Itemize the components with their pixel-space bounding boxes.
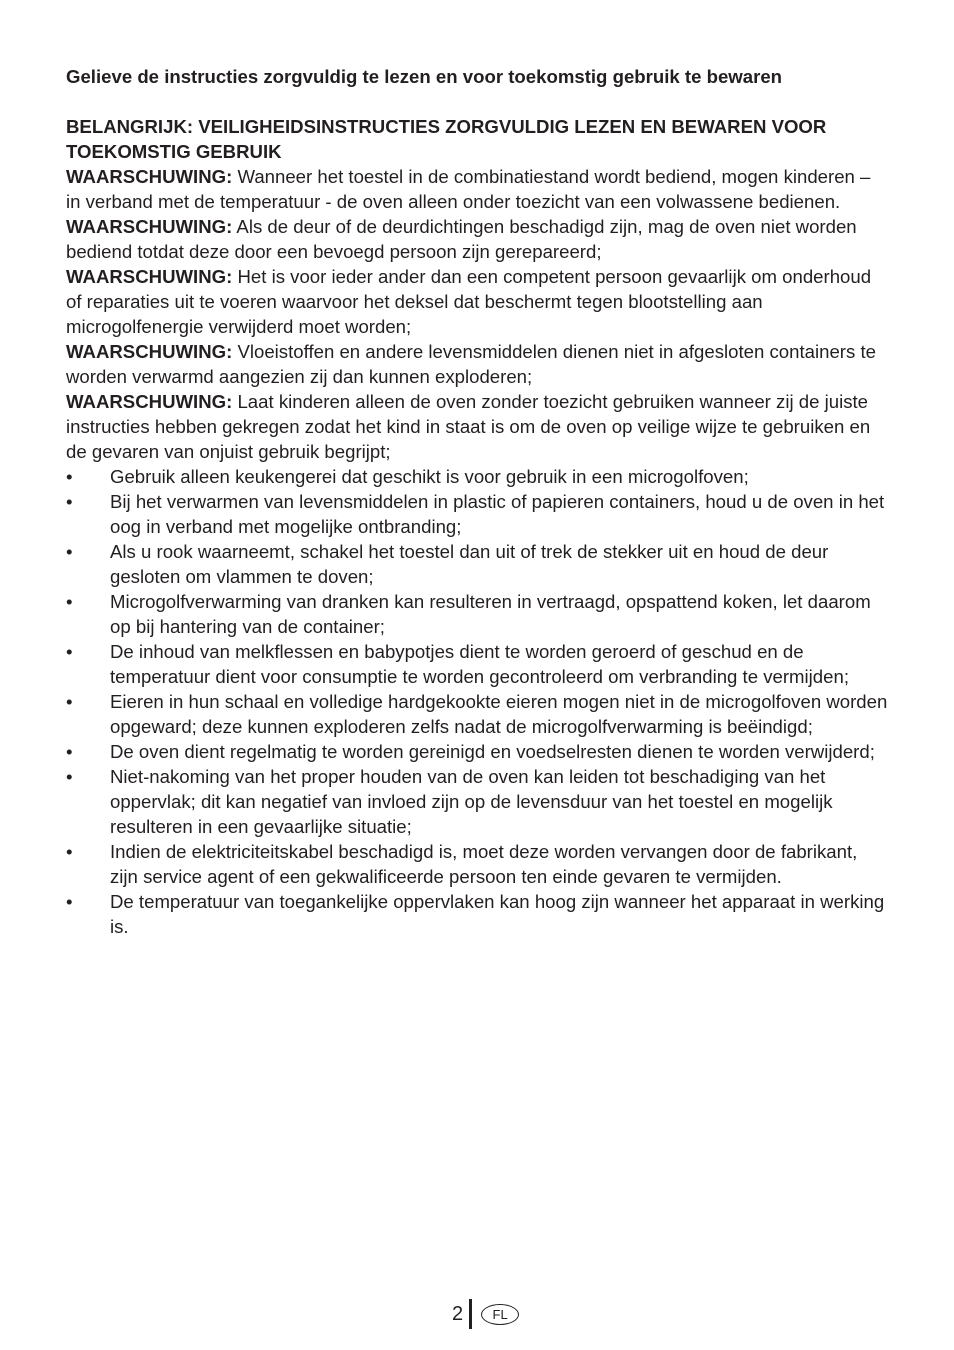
document-body <box>66 64 888 939</box>
list-item <box>66 889 888 939</box>
warning-label: WAARSCHUWING: <box>66 216 233 237</box>
warning-label: WAARSCHUWING: <box>66 166 233 187</box>
list-item-text: De inhoud van melkflessen en babypotjes dient te worden geroerd of geschud en de temperatuur dient voor consumptie te worden gecontroleerd om verbranding te vermijden; <box>110 641 849 687</box>
safety-bullet-list <box>66 464 888 939</box>
list-item-text: Als u rook waarneemt, schakel het toestel dan uit of trek de stekker uit en houd de deur gesloten om vlammen te doven; <box>110 541 829 587</box>
list-item-text: Indien de elektriciteitskabel beschadigd is, moet deze worden vervangen door de fabrikant, zijn service agent of een gekwalificeerde persoon ten einde gevaren te vermijden. <box>110 841 858 887</box>
list-item-text: Eieren in hun schaal en volledige hardgekookte eieren mogen niet in de microgolfoven worden opgeward; deze kunnen exploderen zelfs nadat de microgolfverwarming is beëindigd; <box>110 691 888 737</box>
warning-text: Als de deur of de deurdichtingen beschadigd zijn, mag de oven niet worden bediend totdat deze door een bevoegd persoon zijn gerepareerd; <box>66 216 857 262</box>
list-item <box>66 589 888 639</box>
list-item-text: Niet-nakoming van het proper houden van de oven kan leiden tot beschadiging van het oppervlak; dit kan negatief van invloed zijn op de levensduur van het toestel en mogelijk resulteren in een gevaarlijke situatie; <box>110 766 833 837</box>
list-item-text: De oven dient regelmatig te worden gereinigd en voedselresten dienen te worden verwijderd; <box>110 741 875 762</box>
list-item <box>66 689 888 739</box>
warning-paragraph <box>66 339 888 389</box>
bullet-icon: • <box>66 766 73 787</box>
page-number: 2 <box>452 1303 464 1325</box>
bullet-icon: • <box>66 466 73 487</box>
warning-text: Vloeistoffen en andere levensmiddelen dienen niet in afgesloten containers te worden verwarmd aangezien zij dan kunnen exploderen; <box>66 341 876 387</box>
list-item <box>66 539 888 589</box>
warning-label: WAARSCHUWING: <box>66 266 233 287</box>
language-badge <box>481 1304 519 1325</box>
bullet-icon: • <box>66 591 73 612</box>
list-item <box>66 464 888 489</box>
warning-paragraph <box>66 389 888 464</box>
bullet-icon: • <box>66 691 73 712</box>
bullet-icon: • <box>66 841 73 862</box>
list-item <box>66 489 888 539</box>
warning-text: Wanneer het toestel in de combinatiestand wordt bediend, mogen kinderen – in verband met de temperatuur - de oven alleen onder toezicht van een volwassene bedienen. <box>66 166 871 212</box>
list-item <box>66 839 888 889</box>
list-item-text: Gebruik alleen keukengerei dat geschikt is voor gebruik in een microgolfoven; <box>110 466 749 487</box>
list-item-text: Microgolfverwarming van dranken kan resulteren in vertraagd, opspattend koken, let daarom op bij hantering van de container; <box>110 591 871 637</box>
list-item-text: De temperatuur van toegankelijke oppervlaken kan hoog zijn wanneer het apparaat in werking is. <box>110 891 885 937</box>
bullet-icon: • <box>66 641 73 662</box>
list-item-text: Bij het verwarmen van levensmiddelen in plastic of papieren containers, houd u de oven in het oog in verband met mogelijke ontbranding; <box>110 491 885 537</box>
safety-heading: BELANGRIJK: VEILIGHEIDSINSTRUCTIES ZORGVULDIG LEZEN EN BEWAREN VOOR TOEKOMSTIG GEBRUIK <box>66 116 827 162</box>
warning-text: Het is voor ieder ander dan een competent persoon gevaarlijk om onderhoud of reparaties uit te voeren waarvoor het deksel dat beschermt tegen blootstelling aan microgolfenergie verwijderd moet worden; <box>66 266 872 337</box>
warning-label: WAARSCHUWING: <box>66 391 233 412</box>
footer-divider <box>469 1299 472 1329</box>
warning-paragraph <box>66 264 888 339</box>
bullet-icon: • <box>66 741 73 762</box>
warning-paragraph <box>66 164 888 214</box>
warning-label: WAARSCHUWING: <box>66 341 233 362</box>
warning-text: Laat kinderen alleen de oven zonder toezicht gebruiken wanneer zij de juiste instructies hebben gekregen zodat het kind in staat is om de oven op veilige wijze te gebruiken en de gevaren van onjuist gebruik begrijpt; <box>66 391 871 462</box>
language-code: FL <box>492 1306 508 1322</box>
intro-heading: Gelieve de instructies zorgvuldig te lezen en voor toekomstig gebruik te bewaren <box>66 66 783 87</box>
bullet-icon: • <box>66 541 73 562</box>
page-footer <box>452 1298 519 1330</box>
bullet-icon: • <box>66 891 73 912</box>
list-item <box>66 639 888 689</box>
list-item <box>66 739 888 764</box>
bullet-icon: • <box>66 491 73 512</box>
list-item <box>66 764 888 839</box>
warning-paragraph <box>66 214 888 264</box>
